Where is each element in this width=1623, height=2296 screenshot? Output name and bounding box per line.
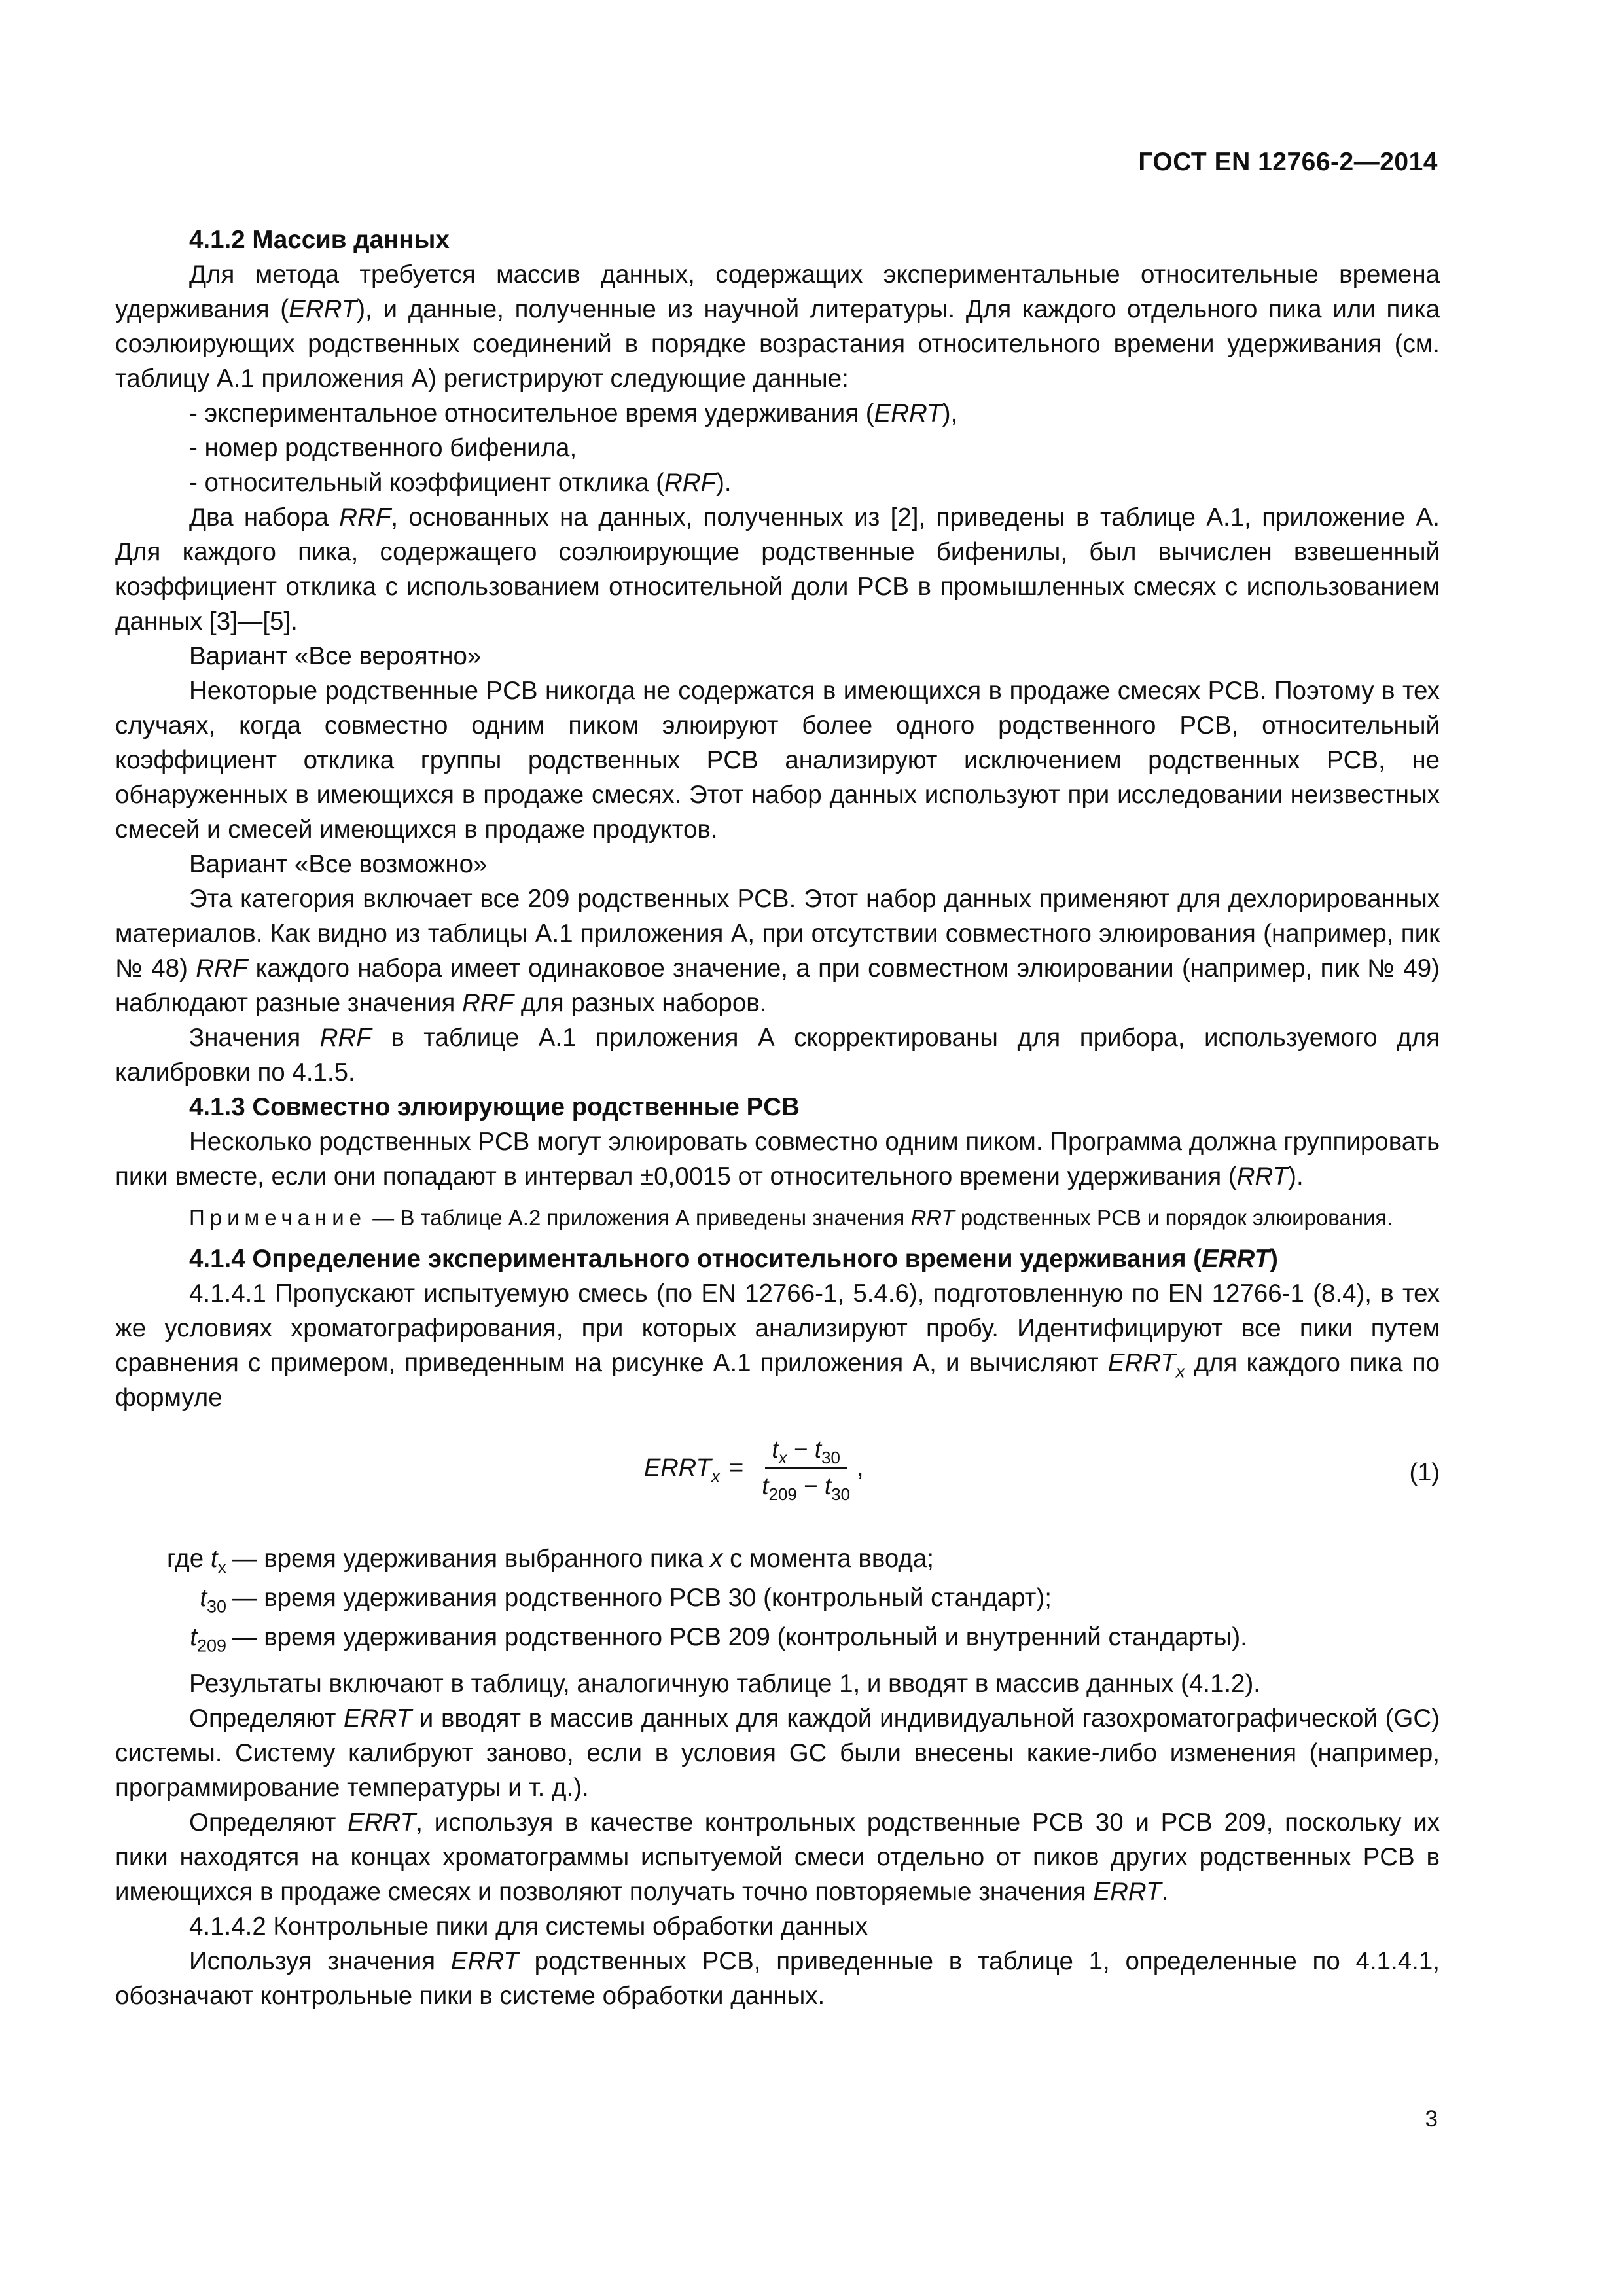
- section-heading-4-1-4: 4.1.4 Определение экспериментального относительного времени удерживания (ERRT): [189, 1245, 1278, 1273]
- paragraph: Эта категория включает все 209 родственных PCB. Этот набор данных применяют для дехлорированных материалов. Как видно из таблицы А.1 приложения А, при отсутствии совместного элюирования (например, пик № 48) RRF каждого набора имеет одинаковое значение, а при совместном элюировании (например, пик № 49) наблюдают разные значения RRF для разных наборов.: [115, 885, 1440, 1017]
- paragraph: Для метода требуется массив данных, содержащих экспериментальные относительные времена удерживания (ERRT), и данные, полученные из научной литературы. Для каждого отдельного пика или пика соэлюирующих родственных соединений в порядке возрастания относительного времени удерживания (см. таблицу А.1 приложения А) регистрируют следующие данные:: [115, 260, 1440, 393]
- section-heading-4-1-2: 4.1.2 Массив данных: [189, 226, 450, 254]
- note: Примечание — В таблице А.2 приложения А приведены значения RRT родственных PCB и порядок элюирования.: [189, 1206, 1393, 1230]
- paragraph: Определяют ERRT и вводят в массив данных для каждой индивидуальной газохроматографической (GC) системы. Систему калибруют заново, если в условия GC были внесены какие-либо изменения (например, программирование температуры и т. д.).: [115, 1704, 1440, 1802]
- formula-lhs: $ERRT_x$: [644, 1454, 721, 1486]
- paragraph: 4.1.4.1 Пропускают испытуемую смесь (по EN 12766-1, 5.4.6), подготовленную по EN 12766-1 (8.4), в тех же условиях хроматографирования, при которых анализируют пробу. Идентифицируют все пики путем сравнения с примером, приведенным на рисунке А.1 приложения А, и вычисляют $ERRT_x$ для каждого пика по формуле: [115, 1280, 1440, 1412]
- section-heading-4-1-3: 4.1.3 Совместно элюирующие родственные PCB: [189, 1093, 800, 1121]
- paragraph: Несколько родственных PCB могут элюировать совместно одним пиком. Программа должна группировать пики вместе, если они попадают в интервал ±0,0015 от относительного времени удерживания (RRT).: [115, 1128, 1440, 1191]
- formula-equals: =: [729, 1454, 744, 1482]
- running-header: ГОСТ EN 12766-2—2014: [1138, 148, 1438, 176]
- symbol-definitions: [115, 1539, 1440, 1657]
- formula-denominator: $t_{209} - t_{30}$: [762, 1473, 851, 1505]
- formula-fraction: [755, 1435, 857, 1505]
- list-item: - экспериментальное относительное время удерживания (ERRT),: [189, 399, 958, 427]
- list-item: - относительный коэффициент отклика (RRF).: [189, 469, 732, 497]
- variant-title: Вариант «Все возможно»: [189, 850, 488, 878]
- note-label: Примечание: [189, 1206, 367, 1230]
- page-body: [115, 223, 1440, 2013]
- paragraph: Некоторые родственные PCB никогда не содержатся в имеющихся в продаже смесях PCB. Поэтому в тех случаях, когда совместно одним пиком элюируют более одного родственного PCB, относительный коэффициент отклика группы родственных PCB анализируют исключением родственных PCB, не обнаруженных в имеющихся в продаже смесях. Этот набор данных используют при исследовании неизвестных смесей и смесей имеющихся в продаже продуктов.: [115, 677, 1440, 844]
- symbol-definition: где $t_x$ — время удерживания выбранного пика x с момента ввода;: [166, 1545, 934, 1577]
- formula-1: [115, 1424, 1440, 1534]
- paragraph: Определяют ERRT, используя в качестве контрольных родственные PCB 30 и PCB 209, поскольку их пики находятся на концах хроматограммы испытуемой смеси отдельно от пиков других родственных PCB в имеющихся в продаже смесях и позволяют получать точно повторяемые значения ERRT.: [115, 1808, 1440, 1906]
- formula-expression: $ERRT_x$ = $\frac{t_x - t_{30}}{t_{209} - t_{30}}$ ,: [644, 1436, 864, 1505]
- page-number: 3: [1425, 2106, 1438, 2132]
- paragraph: Значения RRF в таблице А.1 приложения А скорректированы для прибора, используемого для калибровки по 4.1.5.: [115, 1024, 1440, 1086]
- variant-title: Вариант «Все вероятно»: [189, 642, 482, 670]
- formula-numerator: $t_x - t_{30}$: [765, 1435, 847, 1469]
- list-item: - номер родственного бифенила,: [189, 434, 577, 462]
- paragraph: Используя значения ERRT родственных PCB, приведенные в таблице 1, определенные по 4.1.4.1, обозначают контрольные пики в системе обработки данных.: [115, 1947, 1440, 2010]
- symbol-definition: $t_{209}$ — время удерживания родственного PCB 209 (контрольный и внутренний стандарты).: [190, 1623, 1247, 1656]
- subsection-title-4-1-4-2: 4.1.4.2 Контрольные пики для системы обработки данных: [189, 1912, 868, 1941]
- symbol-definition: $t_{30}$ — время удерживания родственного PCB 30 (контрольный стандарт);: [200, 1584, 1052, 1617]
- paragraph: Два набора RRF, основанных на данных, полученных из [2], приведены в таблице А.1, приложение А. Для каждого пика, содержащего соэлюирующие родственные бифенилы, был вычислен взвешенный коэффициент отклика с использованием относительной доли PCB в промышленных смесях с использованием данных [3]—[5].: [115, 503, 1440, 636]
- paragraph: Результаты включают в таблицу, аналогичную таблице 1, и вводят в массив данных (4.1.2).: [189, 1670, 1260, 1698]
- formula-number: (1): [1409, 1459, 1440, 1486]
